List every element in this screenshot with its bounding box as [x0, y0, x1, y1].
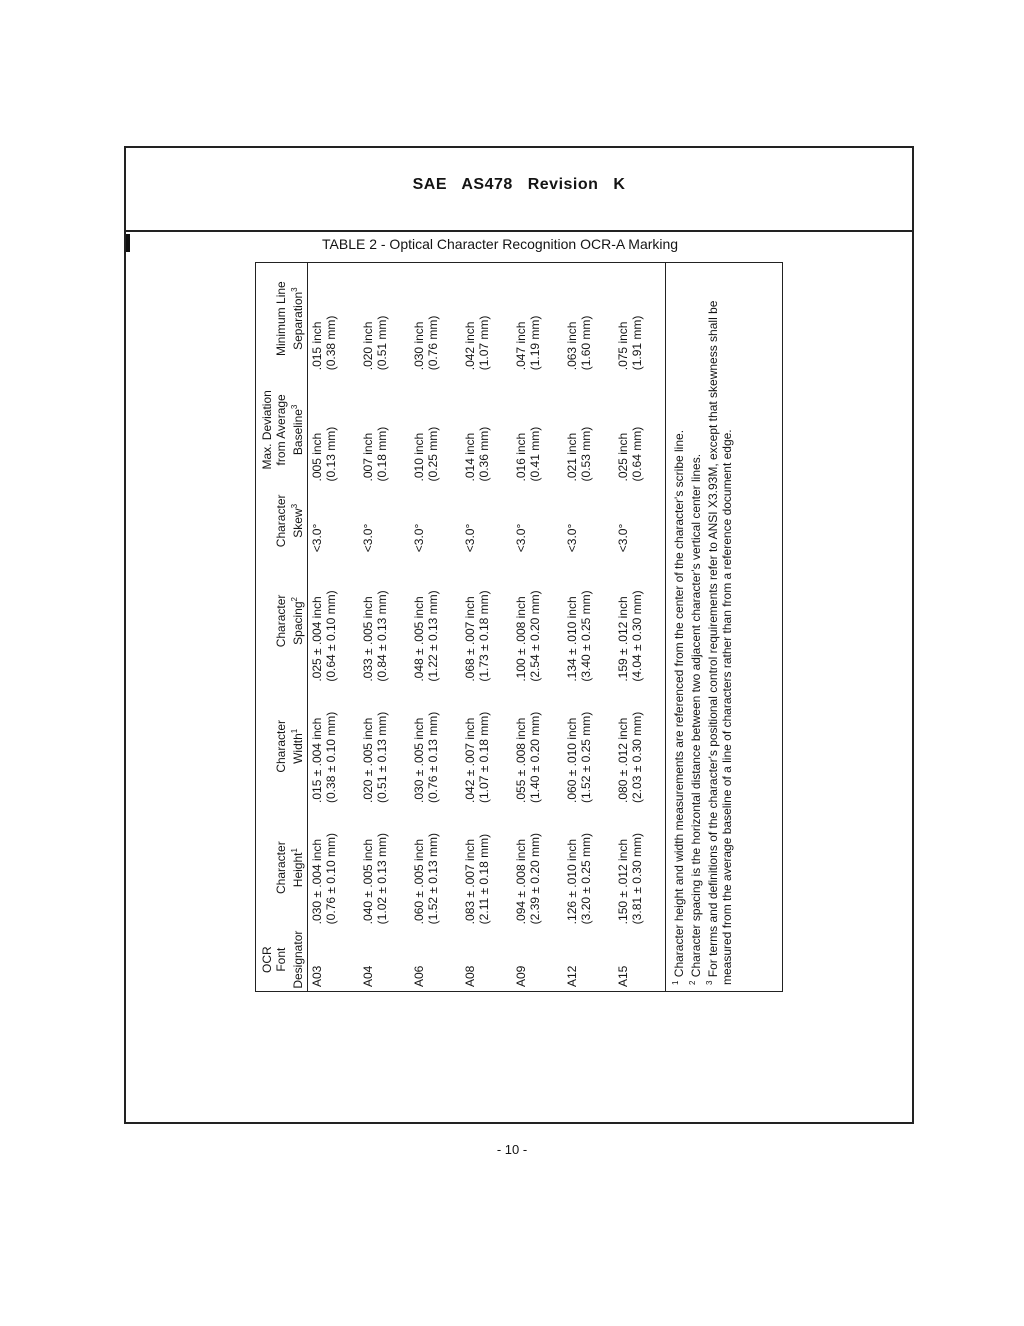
value-mm: (0.18 mm) — [375, 426, 389, 482]
table-header-row — [256, 263, 308, 991]
value-inch: .030 ± .004 inch — [310, 839, 324, 925]
cell-spacing — [308, 556, 360, 685]
footnote-marker: 3 — [290, 404, 299, 410]
value-mm: (1.52 ± 0.25 mm) — [579, 711, 593, 803]
value-inch: .040 ± .005 inch — [361, 839, 375, 925]
cell-spacing — [563, 556, 614, 685]
column-header-line: Minimum Line — [274, 281, 288, 356]
value-inch: .020 inch — [361, 321, 375, 371]
value-mm: (3.40 ± 0.25 mm) — [579, 590, 593, 682]
cell-skew: <3.0° — [310, 523, 324, 553]
page-number: - 10 - — [496, 1142, 528, 1157]
value-inch: .020 ± .005 inch — [361, 717, 375, 803]
table-row — [359, 263, 410, 991]
column-header-line: Width — [291, 733, 305, 764]
cell-width — [614, 686, 665, 807]
cell-skew: <3.0° — [565, 523, 579, 553]
value-mm: (4.04 ± 0.30 mm) — [630, 590, 644, 682]
value-mm: (1.07 ± 0.18 mm) — [477, 711, 491, 803]
value-inch: .060 ± .005 inch — [412, 839, 426, 925]
table-row — [461, 263, 512, 991]
table-row — [410, 263, 461, 991]
footnote-marker: 3 — [290, 287, 299, 292]
value-mm: (1.22 ± 0.13 mm) — [426, 590, 440, 682]
value-mm: (0.13 mm) — [324, 426, 338, 482]
revision-change-bar — [126, 234, 130, 252]
document-header: SAE AS478 Revision K — [412, 176, 626, 193]
column-header — [256, 686, 308, 807]
cell-height — [410, 807, 461, 928]
cell-spacing — [461, 556, 512, 685]
cell-deviation — [563, 374, 614, 485]
value-mm: (1.73 ± 0.18 mm) — [477, 590, 491, 682]
cell-width — [512, 686, 563, 807]
value-mm: (3.20 ± 0.25 mm) — [579, 833, 593, 925]
value-mm: (0.38 mm) — [324, 315, 338, 371]
cell-separation — [512, 263, 563, 374]
column-header-line: Max. Deviation — [260, 390, 274, 470]
value-mm: (0.84 ± 0.13 mm) — [375, 590, 389, 682]
value-inch: .030 ± .005 inch — [412, 717, 426, 803]
value-inch: .016 inch — [514, 432, 528, 482]
cell-separation — [410, 263, 461, 374]
value-mm: (2.39 ± 0.20 mm) — [528, 833, 542, 925]
cell-designator: A03 — [310, 965, 324, 987]
value-inch: .033 ± .005 inch — [361, 596, 375, 682]
value-mm: (1.91 mm) — [630, 315, 644, 371]
value-mm: (0.51 ± 0.13 mm) — [375, 711, 389, 803]
value-mm: (0.36 mm) — [477, 426, 491, 482]
value-mm: (2.03 ± 0.30 mm) — [630, 711, 644, 803]
table-row — [614, 263, 665, 991]
value-inch: .126 ± .010 inch — [565, 839, 579, 925]
cell-separation — [461, 263, 512, 374]
rotated-table-area — [255, 262, 783, 992]
table-row — [512, 263, 563, 991]
value-inch: .042 inch — [463, 321, 477, 371]
value-mm: (0.38 ± 0.10 mm) — [324, 711, 338, 803]
value-mm: (0.25 mm) — [426, 426, 440, 482]
footnote-marker: 3 — [290, 503, 299, 509]
value-inch: .025 inch — [616, 432, 630, 482]
cell-deviation — [461, 374, 512, 485]
cell-designator: A09 — [514, 965, 528, 987]
footnote-text: Character height and width measurements are referenced from the center of the character's scribe line. — [672, 429, 686, 978]
value-inch: .048 ± .005 inch — [412, 596, 426, 682]
cell-deviation — [308, 374, 360, 485]
value-mm: (0.51 mm) — [375, 315, 389, 371]
column-header-line: from Average — [274, 394, 288, 466]
cell-height — [308, 807, 360, 928]
value-mm: (0.64 mm) — [630, 426, 644, 482]
column-header — [256, 928, 308, 991]
value-inch: .080 ± .012 inch — [616, 717, 630, 803]
column-header-line: Character — [274, 594, 288, 648]
cell-width — [359, 686, 410, 807]
cell-height — [461, 807, 512, 928]
column-header-line — [260, 809, 274, 926]
cell-spacing — [359, 556, 410, 685]
value-mm: (0.41 mm) — [528, 426, 542, 482]
value-inch: .083 ± .007 inch — [463, 839, 477, 925]
column-header — [256, 263, 308, 374]
column-header-line: Character — [274, 841, 288, 894]
value-inch: .075 inch — [616, 321, 630, 371]
value-inch: .025 ± .004 inch — [310, 596, 324, 682]
value-mm: (1.02 ± 0.13 mm) — [375, 833, 389, 925]
value-inch: .063 inch — [565, 321, 579, 371]
cell-designator: A06 — [412, 965, 426, 987]
cell-spacing — [410, 556, 461, 685]
value-inch: .042 ± .007 inch — [463, 717, 477, 803]
table-title: TABLE 2 - Optical Character Recognition OCR-A Marking — [322, 236, 679, 252]
cell-designator: A12 — [565, 965, 579, 987]
value-mm: (0.64 ± 0.10 mm) — [324, 590, 338, 682]
cell-separation — [563, 263, 614, 374]
value-mm: (0.76 ± 0.10 mm) — [324, 833, 338, 925]
cell-height — [359, 807, 410, 928]
cell-width — [410, 686, 461, 807]
value-inch: .015 inch — [310, 321, 324, 371]
value-inch: .055 ± .008 inch — [514, 717, 528, 803]
cell-skew: <3.0° — [514, 523, 528, 553]
column-header — [256, 807, 308, 928]
column-header-line — [260, 688, 274, 805]
value-inch: .134 ± .010 inch — [565, 596, 579, 682]
value-mm: (3.81 ± 0.30 mm) — [630, 833, 644, 925]
footnote-marker: 1 — [290, 848, 299, 853]
footnote-marker: 2 — [290, 597, 299, 602]
value-mm: (1.07 mm) — [477, 315, 491, 371]
value-mm: (1.52 ± 0.13 mm) — [426, 833, 440, 925]
table-body — [308, 263, 666, 991]
cell-height — [614, 807, 665, 928]
value-inch: .159 ± .012 inch — [616, 596, 630, 682]
value-inch: .150 ± .012 inch — [616, 839, 630, 925]
footnote-marker: 1 — [290, 728, 299, 734]
column-header-line — [260, 558, 274, 683]
value-mm: (1.60 mm) — [579, 315, 593, 371]
column-header-line — [260, 487, 274, 554]
cell-skew: <3.0° — [412, 523, 426, 553]
header-divider — [126, 230, 912, 232]
cell-deviation — [614, 374, 665, 485]
value-inch: .068 ± .007 inch — [463, 596, 477, 682]
column-header-line — [260, 265, 274, 372]
table-row — [563, 263, 614, 991]
column-header-line: Designator — [291, 930, 305, 989]
value-inch: .100 ± .008 inch — [514, 596, 528, 682]
value-mm: (0.76 mm) — [426, 315, 440, 371]
value-inch: .030 inch — [412, 321, 426, 371]
cell-designator: A04 — [361, 965, 375, 987]
cell-deviation — [512, 374, 563, 485]
footnote-text: For terms and definitions of the character's positional control requirements refer to ANSI X3.93M, except that skewness shall be measured from the average baseline of a line of characters rather than from a reference document edge. — [706, 300, 734, 985]
footnotes — [665, 263, 737, 991]
value-inch: .060 ± .010 inch — [565, 717, 579, 803]
column-header — [256, 374, 308, 485]
column-header — [256, 556, 308, 685]
value-mm: (0.76 ± 0.13 mm) — [426, 711, 440, 803]
column-header-line: Character — [274, 494, 288, 548]
cell-skew: <3.0° — [361, 523, 375, 553]
value-mm: (2.54 ± 0.20 mm) — [528, 590, 542, 682]
value-inch: .021 inch — [565, 432, 579, 482]
value-inch: .094 ± .008 inch — [514, 839, 528, 925]
footnote — [703, 269, 734, 985]
column-header-line: Character — [274, 719, 288, 773]
column-header — [256, 485, 308, 556]
column-header-line: Separation — [291, 291, 305, 350]
footnote — [686, 269, 703, 985]
footnote — [669, 269, 686, 985]
column-header-line: Spacing — [291, 601, 305, 645]
column-header-line: Height — [291, 852, 305, 888]
footnote-mark: 2 — [688, 980, 697, 985]
ocr-table-box — [255, 262, 783, 992]
cell-height — [512, 807, 563, 928]
value-inch: .015 ± .004 inch — [310, 717, 324, 803]
cell-height — [563, 807, 614, 928]
value-inch: .014 inch — [463, 432, 477, 482]
value-mm: (0.53 mm) — [579, 426, 593, 482]
cell-deviation — [359, 374, 410, 485]
ocr-table — [256, 263, 665, 991]
cell-width — [461, 686, 512, 807]
column-header-line: OCR — [260, 946, 274, 973]
cell-designator: A15 — [616, 965, 630, 987]
table-row — [308, 263, 360, 991]
cell-spacing — [512, 556, 563, 685]
cell-skew: <3.0° — [463, 523, 477, 553]
cell-width — [563, 686, 614, 807]
cell-separation — [359, 263, 410, 374]
value-inch: .010 inch — [412, 432, 426, 482]
cell-width — [308, 686, 360, 807]
value-inch: .007 inch — [361, 432, 375, 482]
column-header-line: Skew — [291, 508, 305, 538]
footnote-mark: 1 — [671, 980, 680, 985]
cell-skew: <3.0° — [616, 523, 630, 553]
cell-deviation — [410, 374, 461, 485]
value-mm: (2.11 ± 0.18 mm) — [477, 833, 491, 925]
column-header-line: Font — [274, 947, 288, 972]
cell-designator: A08 — [463, 965, 477, 987]
cell-spacing — [614, 556, 665, 685]
footnote-text: Character spacing is the horizontal distance between two adjacent character's vertical center lines. — [689, 453, 703, 978]
value-mm: (1.40 ± 0.20 mm) — [528, 711, 542, 803]
cell-separation — [614, 263, 665, 374]
cell-separation — [308, 263, 360, 374]
value-inch: .005 inch — [310, 432, 324, 482]
footnote-mark: 3 — [705, 980, 714, 985]
value-mm: (1.19 mm) — [528, 315, 542, 371]
column-header-line: Baseline — [291, 409, 305, 456]
value-inch: .047 inch — [514, 321, 528, 371]
